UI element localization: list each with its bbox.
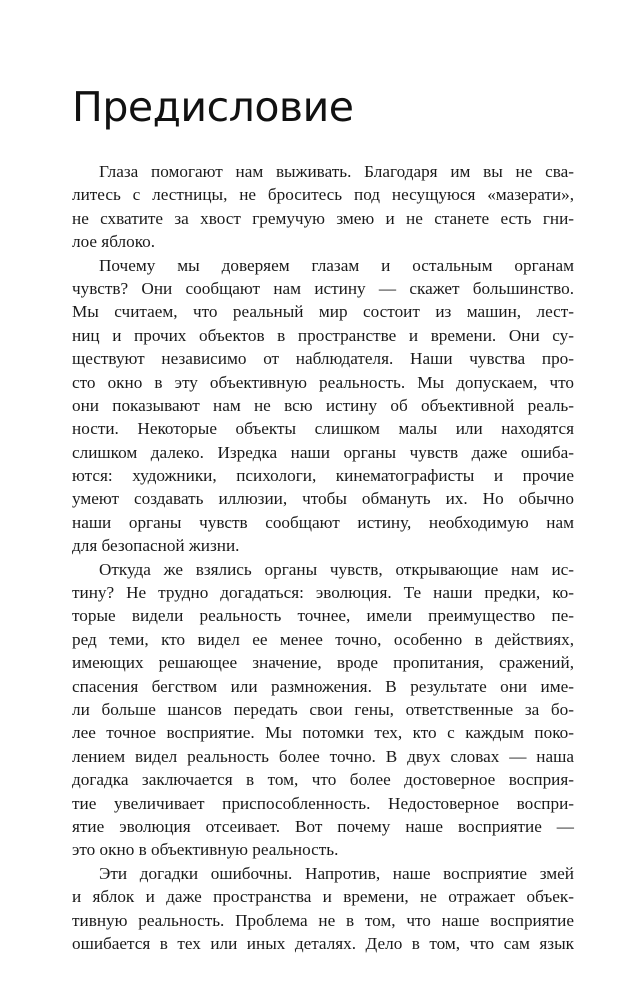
text-line: торые видели реальность точнее, имели преимущество пе- bbox=[72, 606, 574, 626]
text-line: ществуют независимо от наблюдателя. Наши чувства про- bbox=[72, 349, 574, 369]
text-line: наши органы чувств сообщают истину, необходимую нам bbox=[72, 512, 574, 532]
text-line: сто окно в эту объективную реальность. Мы допускаем, что bbox=[72, 372, 574, 392]
chapter-title: Предисловие bbox=[72, 83, 354, 131]
text-line: догадка заключается в том, что более достоверное восприя- bbox=[72, 770, 574, 790]
text-line: тину? Не трудно догадаться: эволюция. Те наши предки, ко- bbox=[72, 583, 574, 603]
paragraph bbox=[72, 862, 574, 956]
text-line: Мы считаем, что реальный мир состоит из машин, лест- bbox=[72, 302, 574, 322]
paragraph bbox=[72, 160, 574, 254]
text-line: ются: художники, психологи, кинематографисты и прочие bbox=[72, 466, 574, 486]
text-line: литесь с лестницы, не броситесь под несущуюся «мазерати», bbox=[72, 185, 574, 205]
body-text bbox=[72, 160, 574, 955]
text-line: ошибается в тех или иных деталях. Дело в том, что сам язык bbox=[72, 933, 574, 953]
text-line: тие увеличивает приспособленность. Недостоверное воспри- bbox=[72, 793, 574, 813]
text-line: ред теми, кто видел ее менее точно, особенно в действиях, bbox=[72, 629, 574, 649]
text-line: Эти догадки ошибочны. Напротив, наше восприятие змей bbox=[99, 863, 574, 883]
text-line: для безопасной жизни. bbox=[72, 536, 240, 556]
text-line: и яблок и даже пространства и времени, не отражает объек- bbox=[72, 887, 574, 907]
text-line: Откуда же взялись органы чувств, открывающие нам ис- bbox=[99, 559, 574, 579]
text-line: спасения бегством или размножения. В результате они име- bbox=[72, 676, 574, 696]
paragraph bbox=[72, 558, 574, 862]
text-line: умеют создавать иллюзии, чтобы обмануть их. Но обычно bbox=[72, 489, 574, 509]
text-line: лее точное восприятие. Мы потомки тех, кто с каждым поко- bbox=[72, 723, 574, 743]
text-line: не схватите за хвост гремучую змею и не станете есть гни- bbox=[72, 208, 574, 228]
text-line: лое яблоко. bbox=[72, 232, 156, 252]
text-line: это окно в объективную реальность. bbox=[72, 840, 339, 860]
text-line: ности. Некоторые объекты слишком малы или находятся bbox=[72, 419, 574, 439]
paragraph bbox=[72, 254, 574, 558]
text-line: чувств? Они сообщают нам истину — скажет большинство. bbox=[72, 278, 574, 298]
text-line: тивную реальность. Проблема не в том, что наше восприятие bbox=[72, 910, 574, 930]
text-line: Глаза помогают нам выживать. Благодаря им вы не сва- bbox=[99, 162, 574, 181]
text-line: ниц и прочих объектов в пространстве и времени. Они су- bbox=[72, 325, 574, 345]
text-line: Почему мы доверяем глазам и остальным органам bbox=[99, 255, 574, 275]
text-line: ли больше шансов передать свои гены, ответственные за бо- bbox=[72, 699, 574, 719]
text-line: они показывают нам не всю истину об объективной реаль- bbox=[72, 395, 574, 415]
text-line: имеющих решающее значение, вроде пропитания, сражений, bbox=[72, 653, 574, 673]
text-line: слишком далеко. Изредка наши органы чувств даже ошиба- bbox=[72, 442, 574, 462]
text-line: ятие эволюция отсеивает. Вот почему наше восприятие — bbox=[72, 816, 574, 836]
text-line: лением видел реальность более точно. В двух словах — наша bbox=[72, 746, 574, 766]
